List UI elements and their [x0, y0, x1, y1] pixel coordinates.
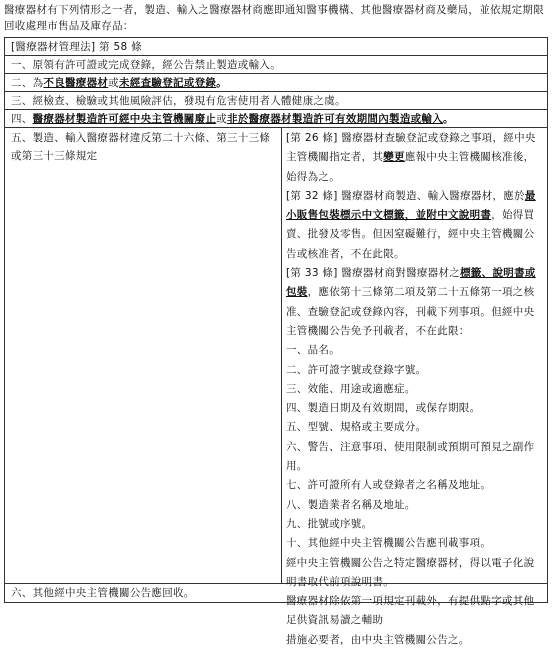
row5-right-cell	[282, 128, 547, 646]
art33-text-c: ，應依第十三條第二項及第二十五條第一項之核准、查驗登記或登錄內容，刊載下列事項。但經中央主管機關公告免予刊載者，不在此限：	[286, 286, 535, 337]
list-item: 五、型號、規格或主要成分。	[286, 421, 427, 434]
row4-emphasis-b: 醫療器材製造許可經中央主管機關廢止	[32, 113, 217, 125]
law-reference-row: [醫療器材管理法] 第 58 條	[5, 38, 547, 56]
extra-paragraph-3: 措施必要者，由中央主管機關公告之。	[286, 633, 470, 646]
art32-text-a: [第 32 條] 醫療器材商製造、輸入醫療器材，應於	[286, 189, 525, 202]
list-item: 七、許可證所有人或登錄者之名稱及地址。	[286, 479, 492, 492]
list-item: 一、品名。	[286, 344, 340, 357]
article-32	[286, 187, 539, 264]
row4-emphasis-d: 非於醫療器材製造許可有效期間內製造或輸入	[227, 113, 444, 125]
list-item: 九、批號或序號。	[286, 517, 373, 530]
recall-conditions-table	[4, 37, 548, 646]
condition-row-3: 三、經檢查、檢驗或其他風險評估，發現有危害使用者人體健康之虞。	[5, 92, 547, 110]
list-item: 八、製造業者名稱及地址。	[286, 498, 416, 511]
row2-text-a: 二、為	[11, 77, 44, 89]
condition-row-6: 六、其他經中央主管機關公告應回收。	[11, 587, 195, 599]
art33-text-a: [第 33 條] 醫療器材商對醫療器材之	[286, 267, 461, 280]
row4-text-a: 四、	[11, 113, 33, 125]
art26-text-c: 應報中央主管機關核准後，始得為之。	[286, 151, 535, 183]
row2-emphasis-b: 不良醫療器材	[43, 77, 109, 89]
row2-text-e: 。	[216, 77, 228, 89]
list-item: 四、製造日期及有效期間，或保存期限。	[286, 402, 481, 415]
row4-text-c: 或	[216, 113, 228, 125]
intro-text: 醫療器材有下列情形之一者，製造、輸入之醫療器材商應即通知醫事機構、其他醫療器材商及藥局，並依規定期限回收處理市售品及庫存品：	[4, 4, 544, 32]
art26-text-a: [第 26 條] 醫療器材查驗登記或登錄之事項，經中央主管機關指定者，其	[286, 132, 536, 164]
art32-text-c: ，始得買賣、批發及零售。但因窒礙難行，經中央主管機關公告或核准者，不在此限。	[286, 209, 535, 260]
row2-text-c: 或	[108, 77, 120, 89]
art32-emphasis: 最小販售包裝標示中文標籤，並附中文說明書	[286, 189, 536, 222]
list-item: 十、其他經中央主管機關公告應刊載事項。	[286, 537, 492, 550]
extra-paragraph-2: 醫療器材除依第一項規定刊載外，有提供點字或其他足供資訊易讀之輔助	[286, 595, 535, 627]
list-item: 六、警告、注意事項、使用限制或預期可預見之副作用。	[286, 440, 535, 473]
condition-row-1: 一、原領有許可證或完成登錄，經公告禁止製造或輸入。	[5, 56, 547, 74]
row4-text-e: 。	[443, 113, 454, 125]
article-33	[286, 264, 539, 341]
row2-emphasis-d: 未經查驗登記或登錄	[119, 77, 217, 89]
list-item: 二、許可證字號或登錄字號。	[286, 363, 427, 376]
condition-row-2	[5, 74, 547, 92]
condition-row-4	[5, 110, 547, 128]
article-26	[286, 129, 539, 187]
art33-emphasis: 標籤、說明書或包裝	[286, 267, 536, 299]
row5-left-cell: 五、製造、輸入醫療器材違反第二十六條、第三十三條或第三十三條規定	[5, 128, 282, 583]
art26-emphasis: 變更	[383, 151, 405, 164]
extra-paragraph-1: 經中央主管機關公告之特定醫療器材，得以電子化說明書取代前項說明書。	[286, 556, 535, 588]
list-item: 三、效能、用途或適應症。	[286, 382, 416, 395]
